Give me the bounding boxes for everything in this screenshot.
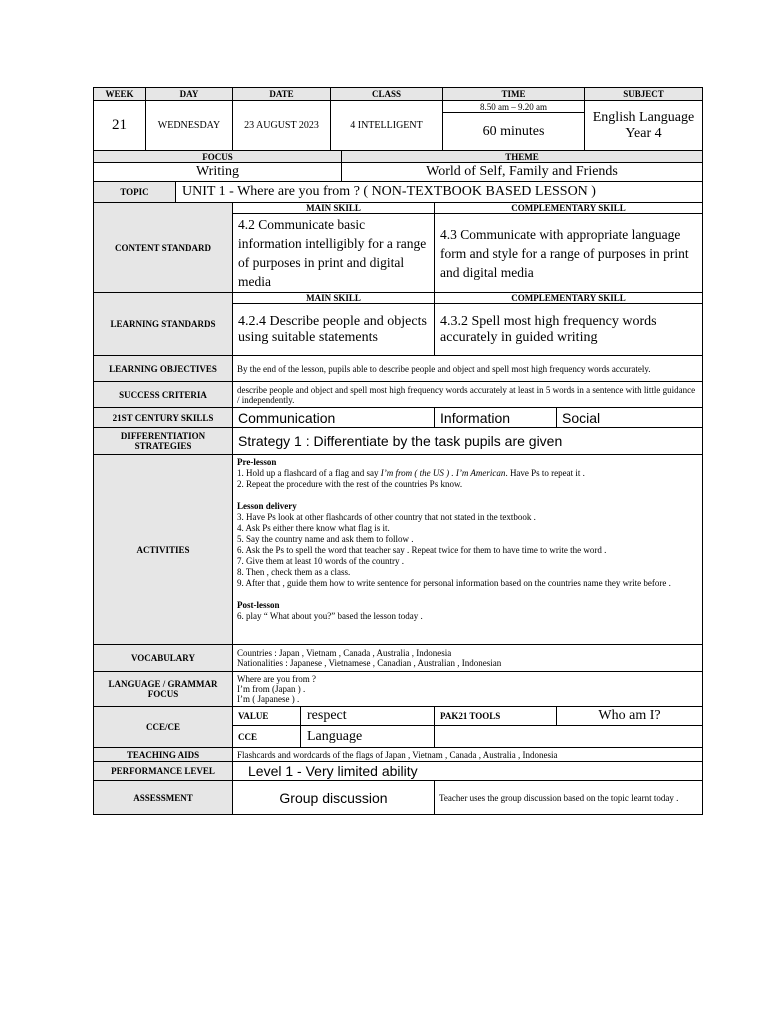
cce-ce-label: CCE/CE — [94, 707, 233, 748]
teaching-aids-value: Flashcards and wordcards of the flags of Japan , Vietnam , Canada , Australia , Indonesia — [233, 748, 703, 762]
performance-value: Level 1 - Very limited ability — [233, 762, 703, 781]
theme-label: THEME — [342, 151, 703, 163]
success-value: describe people and object and spell most high frequency words accurately at least in 5 words in a sentence with little guidance / independently. — [233, 382, 703, 408]
skill-social: Social — [557, 408, 703, 428]
activities-content — [233, 455, 703, 645]
content-main-skill: 4.2 Communicate basic information intelligibly for a range of purposes in print and digital media — [233, 214, 435, 293]
topic-value: UNIT 1 - Where are you from ? ( NON-TEXTBOOK BASED LESSON ) — [176, 182, 703, 203]
ls-comp-skill: 4.3.2 Spell most high frequency words accurately in guided writing — [435, 304, 703, 356]
week-label: WEEK — [94, 88, 146, 101]
skill-communication: Communication — [233, 408, 435, 428]
objectives-label: LEARNING OBJECTIVES — [94, 356, 233, 382]
vocabulary-value: Countries : Japan , Vietnam , Canada , Australia , Indonesia Nationalities : Japanese , Vietnamese , Canadian , Australian , Indonesian — [233, 645, 703, 672]
theme-value: World of Self, Family and Friends — [342, 163, 703, 182]
pre-lesson-step-1: 1. Hold up a flashcard of a flag and say I’m from ( the US ) . I’m American. Have Ps to repeat it . — [237, 468, 585, 478]
date-value: 23 AUGUST 2023 — [233, 101, 331, 151]
performance-label: PERFORMANCE LEVEL — [94, 762, 233, 781]
learning-standards-label: LEARNING STANDARDS — [94, 293, 233, 356]
vocabulary-label: VOCABULARY — [94, 645, 233, 672]
duration-value: 60 minutes — [443, 113, 585, 151]
subject-label: SUBJECT — [585, 88, 703, 101]
subject-value: English Language Year 4 — [585, 101, 703, 151]
time-label: TIME — [443, 88, 585, 101]
differentiation-value: Strategy 1 : Differentiate by the task pupils are given — [233, 428, 703, 455]
delivery-step: 8. Then , check them as a class. — [237, 567, 351, 577]
success-label: SUCCESS CRITERIA — [94, 382, 233, 408]
activities-label: ACTIVITIES — [94, 455, 233, 645]
delivery-step: 3. Have Ps look at other flashcards of other country that not stated in the textbook . — [237, 512, 536, 522]
topic-table — [93, 181, 703, 203]
objectives-value: By the end of the lesson, pupils able to describe people and object and spell most high frequency words accurately. — [233, 356, 703, 382]
cce-empty-cell — [435, 726, 703, 748]
ls-main-skill: 4.2.4 Describe people and objects using suitable statements — [233, 304, 435, 356]
focus-label: FOCUS — [94, 151, 342, 163]
differentiation-label: DIFFERENTIATION STRATEGIES — [94, 428, 233, 455]
post-lesson-step: 6. play “ What about you?” based the lesson today . — [237, 611, 423, 621]
class-value: 4 INTELLIGENT — [331, 101, 443, 151]
content-standard-label: CONTENT STANDARD — [94, 203, 233, 293]
day-value: WEDNESDAY — [146, 101, 233, 151]
teaching-aids-label: TEACHING AIDS — [94, 748, 233, 762]
pre-lesson-title: Pre-lesson — [237, 457, 277, 467]
lesson-plan — [93, 87, 702, 815]
content-comp-skill-label: COMPLEMENTARY SKILL — [435, 203, 703, 214]
content-comp-skill: 4.3 Communicate with appropriate language form and style for a range of purposes in print and digital media — [435, 214, 703, 293]
value-value: respect — [301, 707, 435, 726]
cce-value: Language — [301, 726, 435, 748]
skills21-label: 21ST CENTURY SKILLS — [94, 408, 233, 428]
grammar-label: LANGUAGE / GRAMMAR FOCUS — [94, 672, 233, 707]
topic-label: TOPIC — [94, 182, 176, 203]
post-lesson-title: Post-lesson — [237, 600, 280, 610]
ls-comp-skill-label: COMPLEMENTARY SKILL — [435, 293, 703, 304]
lesson-delivery-title: Lesson delivery — [237, 501, 297, 511]
ls-main-skill-label: MAIN SKILL — [233, 293, 435, 304]
assessment-method: Group discussion — [233, 781, 435, 815]
pre-lesson-step-2: 2. Repeat the procedure with the rest of the countries Ps know. — [237, 479, 463, 489]
pak21-label: PAK21 TOOLS — [435, 707, 557, 726]
assessment-note: Teacher uses the group discussion based on the topic learnt today . — [435, 781, 703, 815]
week-value: 21 — [94, 101, 146, 151]
focus-value: Writing — [94, 163, 342, 182]
skill-information: Information — [435, 408, 557, 428]
grammar-value: Where are you from ? I’m from (Japan ) . I’m ( Japanese ) . — [233, 672, 703, 707]
date-label: DATE — [233, 88, 331, 101]
content-main-skill-label: MAIN SKILL — [233, 203, 435, 214]
class-label: CLASS — [331, 88, 443, 101]
delivery-step: 7. Give them at least 10 words of the country . — [237, 556, 404, 566]
cce-label: CCE — [233, 726, 301, 748]
pak21-value: Who am I? — [557, 707, 703, 726]
assessment-label: ASSESSMENT — [94, 781, 233, 815]
value-label: VALUE — [233, 707, 301, 726]
delivery-step: 6. Ask the Ps to spell the word that teacher say . Repeat twice for them to have time to write the word . — [237, 545, 607, 555]
delivery-step: 4. Ask Ps either there know what flag is it. — [237, 523, 390, 533]
time-range: 8.50 am – 9.20 am — [443, 101, 585, 113]
focus-table — [93, 150, 703, 182]
header-table — [93, 87, 703, 151]
day-label: DAY — [146, 88, 233, 101]
main-table — [93, 202, 703, 815]
delivery-step: 5. Say the country name and ask them to follow . — [237, 534, 414, 544]
delivery-step: 9. After that , guide them how to write sentence for personal information based on the countries name they write before . — [237, 578, 671, 588]
